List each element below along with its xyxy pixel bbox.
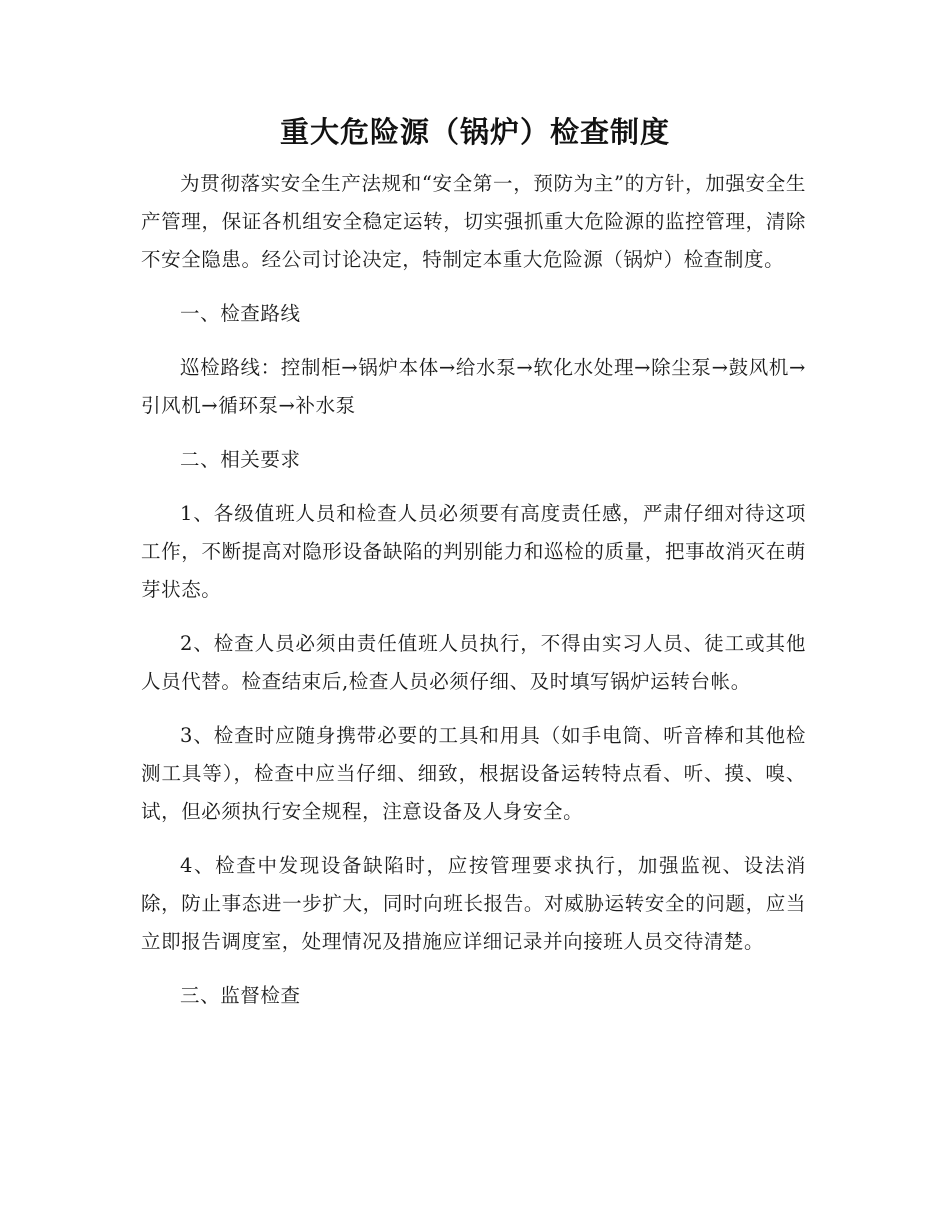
section-heading-requirements: 二、相关要求	[180, 448, 301, 471]
intro-paragraph: 为贯彻落实安全生产法规和“安全第一，预防为主”的方针，加强安全生产管理，保证各机组安全稳定运转，切实强抓重大危险源的监控管理，清除不安全隐患。经公司讨论决定，特制定本重大危险源（锅炉）检查制度。	[141, 172, 806, 271]
document-body	[141, 165, 806, 1031]
section-heading-route: 一、检查路线	[180, 302, 301, 325]
requirement-item-2: 2、检查人员必须由责任值班人员执行，不得由实习人员、徒工或其他人员代替。检查结束后,检查人员必须仔细、及时填写锅炉运转台帐。	[141, 632, 806, 693]
requirement-item-3: 3、检查时应随身携带必要的工具和用具（如手电筒、听音棒和其他检测工具等），检查中应当仔细、细致，根据设备运转特点看、听、摸、嗅、试，但必须执行安全规程，注意设备及人身安全。	[141, 724, 806, 823]
document-title: 重大危险源（锅炉）检查制度	[279, 115, 670, 149]
section-heading-supervision: 三、监督检查	[180, 984, 301, 1007]
requirement-item-1: 1、各级值班人员和检查人员必须要有高度责任感，严肃仔细对待这项工作，不断提高对隐形设备缺陷的判别能力和巡检的质量，把事故消灭在萌芽状态。	[141, 502, 806, 601]
route-paragraph: 巡检路线：控制柜→锅炉本体→给水泵→软化水处理→除尘泵→鼓风机→引风机→循环泵→补水泵	[141, 356, 806, 417]
requirement-item-4: 4、检查中发现设备缺陷时，应按管理要求执行，加强监视、设法消除，防止事态进一步扩大，同时向班长报告。对威胁运转安全的问题，应当立即报告调度室，处理情况及措施应详细记录并向接班人员交待清楚。	[141, 854, 806, 953]
